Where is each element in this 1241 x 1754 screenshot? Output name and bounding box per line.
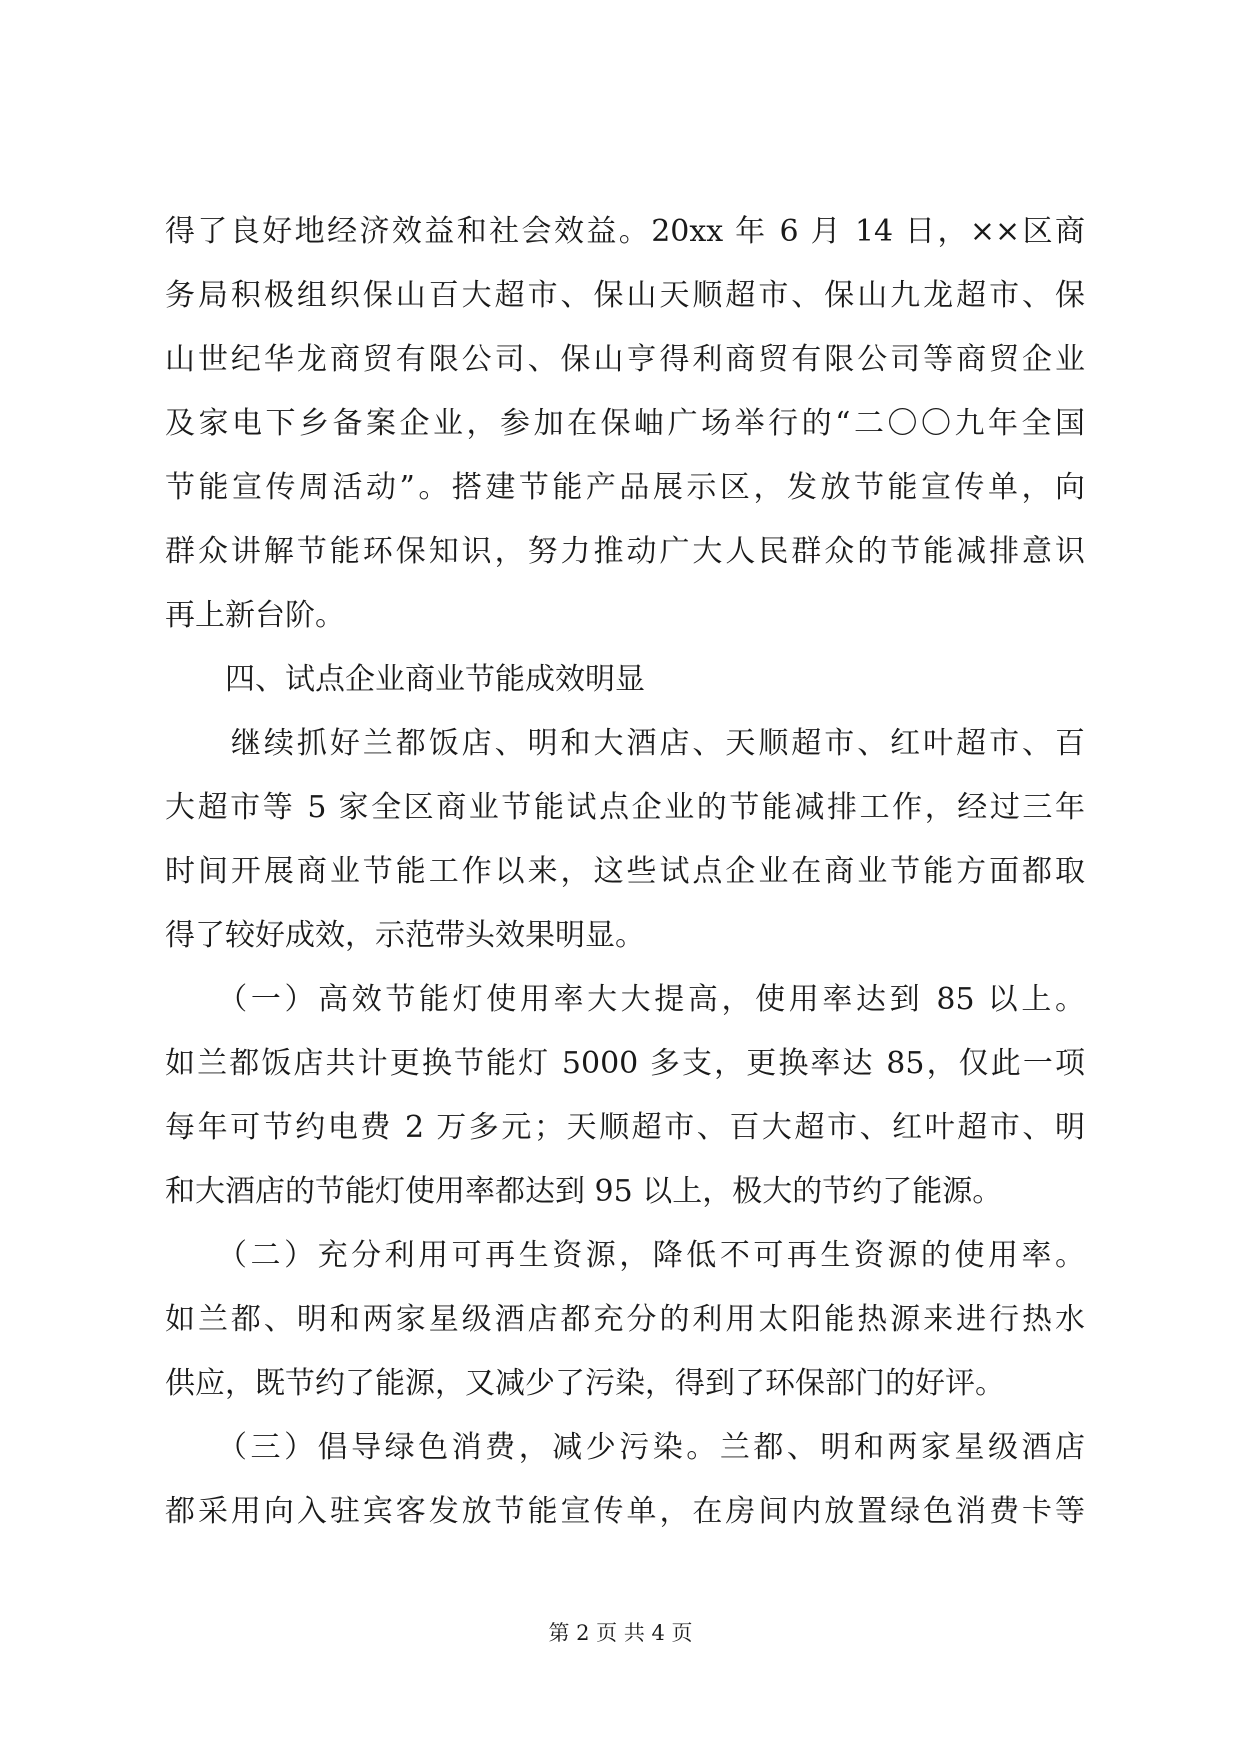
text-line: （三）倡导绿色消费，减少污染。兰都、明和两家星级酒店: [165, 1430, 1085, 1465]
text-line: （二）充分利用可再生资源，降低不可再生资源的使用率。: [165, 1238, 1085, 1273]
text-line: 务局积极组织保山百大超市、保山天顺超市、保山九龙超市、保: [165, 278, 1085, 313]
text-line: 大超市等 5 家全区商业节能试点企业的节能减排工作，经过三年: [165, 790, 1085, 825]
text-line: 群众讲解节能环保知识，努力推动广大人民群众的节能减排意识: [165, 534, 1085, 569]
text-line: 四、试点企业商业节能成效明显: [165, 662, 645, 697]
text-line: 得了较好成效，示范带头效果明显。: [165, 918, 645, 953]
text-line: （一）高效节能灯使用率大大提高，使用率达到 85 以上。: [165, 982, 1085, 1017]
text-line: 都采用向入驻宾客发放节能宣传单，在房间内放置绿色消费卡等: [165, 1494, 1085, 1529]
paragraph: [165, 1224, 1085, 1416]
text-line: 继续抓好兰都饭店、明和大酒店、天顺超市、红叶超市、百: [165, 726, 1085, 761]
paragraph: [165, 968, 1085, 1224]
text-line: 如兰都、明和两家星级酒店都充分的利用太阳能热源来进行热水: [165, 1302, 1085, 1337]
text-line: 和大酒店的节能灯使用率都达到 95 以上，极大的节约了能源。: [165, 1174, 1003, 1209]
text-line: 供应，既节约了能源，又减少了污染，得到了环保部门的好评。: [165, 1366, 1005, 1401]
text-line: 得了良好地经济效益和社会效益。20xx 年 6 月 14 日，××区商: [165, 214, 1085, 249]
text-line: 再上新台阶。: [165, 598, 345, 633]
text-line: 每年可节约电费 2 万多元；天顺超市、百大超市、红叶超市、明: [165, 1110, 1085, 1145]
text-line: 节能宣传周活动”。搭建节能产品展示区，发放节能宣传单，向: [165, 470, 1085, 505]
text-line: 山世纪华龙商贸有限公司、保山亨得利商贸有限公司等商贸企业: [165, 342, 1085, 377]
text-line: 时间开展商业节能工作以来，这些试点企业在商业节能方面都取: [165, 854, 1085, 889]
text-line: 及家电下乡备案企业，参加在保岫广场举行的“二〇〇九年全国: [165, 406, 1085, 441]
paragraph: [165, 712, 1085, 968]
page-footer: 第 2 页 共 4 页: [548, 1621, 693, 1645]
text-line: 如兰都饭店共计更换节能灯 5000 多支，更换率达 85，仅此一项: [165, 1046, 1085, 1081]
paragraph: [165, 200, 1085, 648]
document-body: [165, 200, 1085, 1544]
paragraph: [165, 1416, 1085, 1544]
section-heading: [165, 648, 1085, 712]
